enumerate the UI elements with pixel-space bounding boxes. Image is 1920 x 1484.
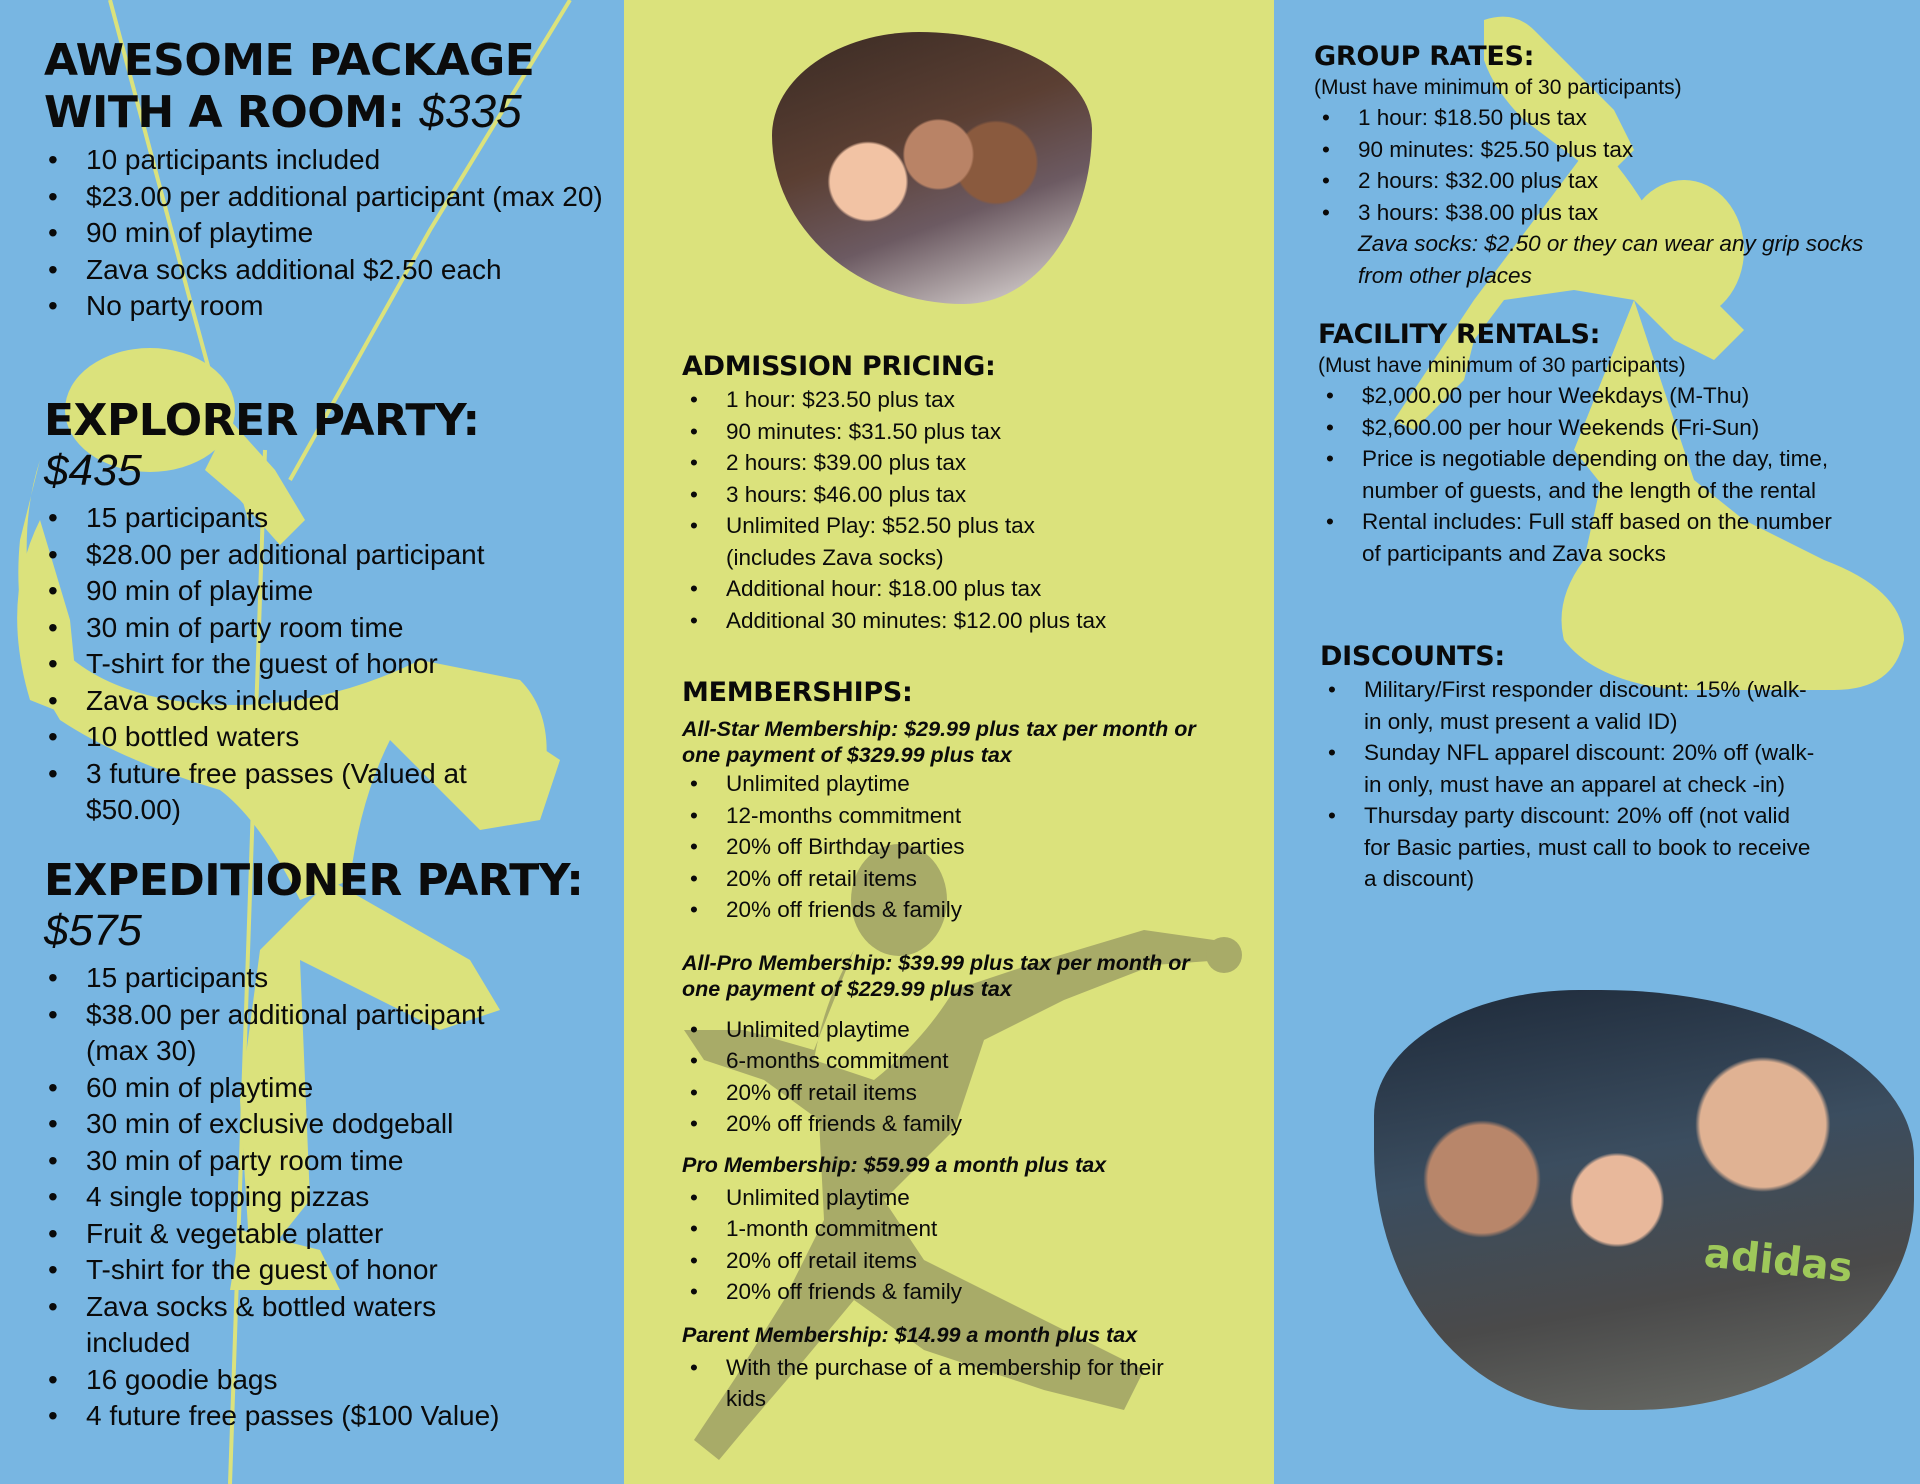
list-item: • 30 min of party room time	[44, 610, 584, 647]
list-item: • 15 participants	[44, 960, 554, 997]
discounts-section	[1320, 640, 1860, 895]
list-item: • With the purchase of a membership for their kids	[682, 1352, 1202, 1415]
list-item: • $2,000.00 per hour Weekdays (M-Thu)	[1318, 380, 1838, 412]
list-item: • 12-months commitment	[682, 800, 1262, 832]
list-item: • 20% off friends & family	[682, 1108, 1262, 1140]
allstar-list	[682, 768, 1262, 926]
list-item: • 90 minutes: $31.50 plus tax	[682, 416, 1142, 448]
list-item: • 30 min of exclusive dodgeball	[44, 1106, 554, 1143]
list-item: • No party room	[44, 288, 614, 325]
list-item: • 4 single topping pizzas	[44, 1179, 554, 1216]
facility-list	[1318, 380, 1838, 569]
pro-title: Pro Membership: $59.99 a month plus tax	[682, 1152, 1107, 1177]
list-item: • 15 participants	[44, 500, 584, 537]
list-item: • Military/First responder discount: 15% (walk-in only, must present a valid ID)	[1320, 674, 1820, 737]
list-item: • 20% off friends & family	[682, 1276, 1262, 1308]
awesome-title	[44, 36, 614, 138]
list-item: • 60 min of playtime	[44, 1070, 554, 1107]
group-rates-subtitle: (Must have minimum of 30 participants)	[1314, 76, 1682, 99]
list-item: • Unlimited Play: $52.50 plus tax (includes Zava socks)	[682, 510, 1102, 573]
explorer-price: $435	[44, 446, 142, 495]
awesome-package-section	[44, 36, 614, 325]
list-item: • 3 future free passes (Valued at $50.00)	[44, 756, 514, 829]
list-item: • 20% off retail items	[682, 863, 1262, 895]
awesome-title-line1: AWESOME PACKAGE	[44, 35, 535, 86]
list-item: • Unlimited playtime	[682, 1182, 1262, 1214]
list-item: • 20% off retail items	[682, 1245, 1262, 1277]
list-item: • 4 future free passes ($100 Value)	[44, 1398, 554, 1435]
list-item: • 30 min of party room time	[44, 1143, 554, 1180]
expeditioner-list	[44, 960, 554, 1435]
group-rates-list	[1314, 102, 1914, 228]
explorer-title: EXPLORER PARTY:	[44, 395, 480, 446]
facility-title: FACILITY RENTALS:	[1318, 319, 1601, 350]
expeditioner-section	[44, 856, 614, 1435]
allstar-title: All-Star Membership: $29.99 plus tax per month or one payment of $329.99 plus tax	[682, 717, 1196, 767]
zava-socks-note: Zava socks: $2.50 or they can wear any grip socks from other places	[1358, 231, 1864, 288]
list-item: • 90 min of playtime	[44, 573, 584, 610]
list-item: • T-shirt for the guest of honor	[44, 1252, 554, 1289]
list-item: • 1 hour: $18.50 plus tax	[1314, 102, 1914, 134]
adidas-shirt-logo: adidas	[1702, 1230, 1855, 1292]
admission-section	[682, 350, 1272, 636]
list-item: • 1-month commitment	[682, 1213, 1262, 1245]
left-panel	[0, 0, 624, 1484]
list-item: • Unlimited playtime	[682, 768, 1262, 800]
list-item: • 10 bottled waters	[44, 719, 584, 756]
memberships-section	[682, 676, 1262, 1415]
list-item: • 20% off retail items	[682, 1077, 1262, 1109]
expeditioner-price: $575	[44, 906, 142, 955]
group-rates-title: GROUP RATES:	[1314, 41, 1535, 72]
list-item: • 90 minutes: $25.50 plus tax	[1314, 134, 1914, 166]
list-item: • 16 goodie bags	[44, 1362, 554, 1399]
list-item: • Zava socks additional $2.50 each	[44, 252, 614, 289]
list-item: • Additional hour: $18.00 plus tax	[682, 573, 1142, 605]
admission-title: ADMISSION PRICING:	[682, 351, 996, 382]
list-item: • 90 min of playtime	[44, 215, 614, 252]
awesome-title-line2: WITH A ROOM:	[44, 87, 405, 138]
list-item: • Zava socks & bottled waters included	[44, 1289, 474, 1362]
list-item: • 2 hours: $32.00 plus tax	[1314, 165, 1914, 197]
list-item: • $23.00 per additional participant (max 20)	[44, 179, 614, 216]
middle-panel	[624, 0, 1274, 1484]
list-item: • Zava socks included	[44, 683, 584, 720]
list-item: • 20% off friends & family	[682, 894, 1262, 926]
right-panel	[1274, 0, 1920, 1484]
explorer-section	[44, 396, 584, 829]
list-item: • T-shirt for the guest of honor	[44, 646, 584, 683]
list-item: • $2,600.00 per hour Weekends (Fri-Sun)	[1318, 412, 1838, 444]
list-item: • Fruit & vegetable platter	[44, 1216, 554, 1253]
list-item: • Unlimited playtime	[682, 1014, 1262, 1046]
list-item: • 1 hour: $23.50 plus tax	[682, 384, 1142, 416]
list-item: • Thursday party discount: 20% off (not valid for Basic parties, must call to book to receive a discount)	[1320, 800, 1820, 895]
list-item: • 3 hours: $46.00 plus tax	[682, 479, 1142, 511]
list-item: • 6-months commitment	[682, 1045, 1262, 1077]
list-item: • Sunday NFL apparel discount: 20% off (walk-in only, must have an apparel at check -in)	[1320, 737, 1820, 800]
awesome-list	[44, 142, 614, 325]
discounts-title: DISCOUNTS:	[1320, 641, 1505, 672]
list-item: • Price is negotiable depending on the day, time, number of guests, and the length of the rental	[1318, 443, 1838, 506]
memberships-title: MEMBERSHIPS:	[682, 677, 913, 708]
facility-rentals-section	[1318, 318, 1878, 569]
list-item: • 20% off Birthday parties	[682, 831, 1262, 863]
admission-list	[682, 384, 1142, 636]
list-item: • $38.00 per additional participant (max 30)	[44, 997, 554, 1070]
list-item: • 2 hours: $39.00 plus tax	[682, 447, 1142, 479]
group-rates-section	[1314, 40, 1914, 291]
facility-subtitle: (Must have minimum of 30 participants)	[1318, 354, 1686, 377]
allpro-title: All-Pro Membership: $39.99 plus tax per month or one payment of $229.99 plus tax	[682, 950, 1190, 1001]
list-item: • Additional 30 minutes: $12.00 plus tax	[682, 605, 1142, 637]
pro-list	[682, 1182, 1262, 1308]
awesome-price: $335	[419, 85, 522, 137]
explorer-list	[44, 500, 584, 829]
list-item: • $28.00 per additional participant	[44, 537, 584, 574]
expeditioner-title: EXPEDITIONER PARTY:	[44, 855, 584, 906]
discounts-list	[1320, 674, 1820, 895]
parent-list	[682, 1352, 1202, 1415]
list-item: • 3 hours: $38.00 plus tax	[1314, 197, 1914, 229]
list-item: • Rental includes: Full staff based on the number of participants and Zava socks	[1318, 506, 1838, 569]
parent-title: Parent Membership: $14.99 a month plus tax	[682, 1322, 1138, 1347]
list-item: • 10 participants included	[44, 142, 614, 179]
kids-photo-boys	[1374, 990, 1914, 1410]
allpro-list	[682, 1014, 1262, 1140]
